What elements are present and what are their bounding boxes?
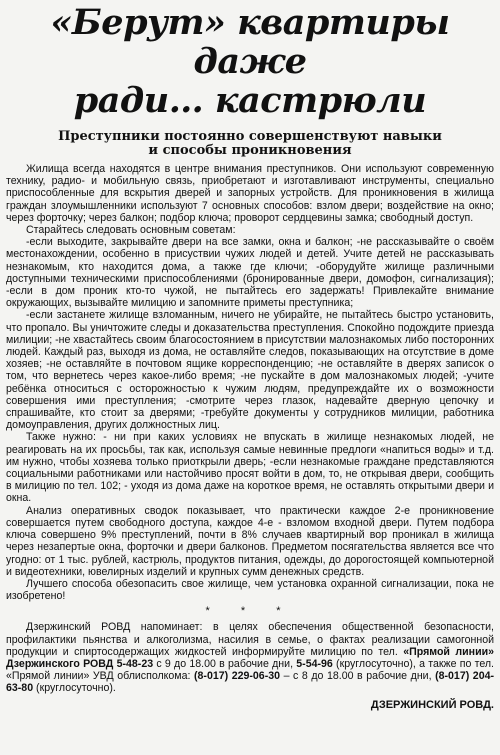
paragraph-advice-1: -если выходите, закрывайте двери на все замки, окна и балкон; -не рассказывайте о своём местонахождении, особенно в присуствии чужих людей и детей. Учите детей не рассказывать незнакомым, кто находится дома, а также где ключи; -оборудуйте жилище различными доступными техническими приспособлениями (бронированные двери, домофон, сигнализация); -если в дом проник кто-то чужой, не пытайтесь его задержать! Привлекайте внимание окружающих, вызывайте милицию и запомните приметы преступника; [6, 236, 494, 310]
phone-4: (8-017) 204-63-80 [6, 670, 495, 695]
paragraph-conclusion: Лучшего способа обезопасить свое жилище, чем установка охранной сигнализации, пока не изобретено! [6, 577, 494, 603]
footer-text-5: (круглосуточно). [33, 682, 116, 695]
article-body [6, 163, 494, 602]
paragraph-advice-heading: Старайтесь следовать основным советам: [26, 224, 236, 237]
subheadline [6, 130, 494, 158]
phone-2: 5-54-96 [296, 657, 333, 670]
separator: * * * [205, 605, 295, 618]
footer-text-2: с 9 до 18.00 в рабочие дни, [153, 657, 297, 670]
footer-text-1: Дзержинский РОВД напоминает: в целях обеспечения общественной безопасности, профилактики пьянства и алкоголизма, насилия в семье, о фактах реализации самогонной продукции и спиртосодержащих жидкостей информируйте милицию по тел. [6, 621, 494, 658]
headline-line-2: ради… кастрюли [73, 80, 427, 121]
phone-3: (8-017) 229-06-30 [194, 670, 281, 683]
hotline-label: «Прямой линии» Дзержинского РОВД 5-48-23 [6, 645, 494, 670]
paragraph-intro: Жилища всегда находятся в центре внимания преступников. Они используют современную технику, радио- и мобильную связь, приобретают и изготавливают инструменты, специально приспособленные для вскрытия дверей и запорных устройств. Для проникновения в жилища граждан злоумышленники используют 7 основных способов: взлом двери; воздействие на окно; через форточку; через балкон; подбор ключа; проворот сердцевины замка; свободный доступ. [6, 163, 494, 224]
paragraph-advice-2: -если застанете жилище взломанным, ничего не убирайте, не пытайтесь быстро установить, что пропало. Вы уничтожите следы и доказательства преступления. Спокойно подождите приезда милиции; -не хвастайтесь своим благосостоянием в присутствии малознакомых либо посторонних людей. Каждый раз, выходя из дома, не оставляйте следов, показывающих на отсутствие в доме хозяев; -не оставляйте в почтовом ящике корреспонденцию; -не оставляйте в дверях записок о том, что вернетесь через какое-либо время; -не пускайте в дом малознакомых людей; -учите ребёнка относиться с осторожностью к чужим людям, предупреждайте их о возможности совершения ими преступления; -смотрите через глазок, надевайте дверную цепочку и спрашивайте, кто стоит за дверями; -требуйте документы у сотрудников милиции, работника домоуправления, других должностных лиц. [6, 309, 494, 432]
paragraph-also-needed: Также нужно: - ни при каких условиях не впускать в жилище незнакомых людей, не реагировать на их просьбы, так как, используя самые невинные предлоги «напиться воды» и т.д. им нужно, чтобы хозяева только приоткрыли дверь; -если незнакомые граждане представляются социальными работниками или настойчиво просят войти в дом, то, не открывая двери, сообщить в милицию по тел. 102; - уходя из дома даже на короткое время, не оставлять открытыми двери и окна. [6, 431, 494, 505]
footer-notice [6, 621, 494, 694]
signature: ДЗЕРЖИНСКИЙ РОВД. [370, 698, 494, 711]
paragraph-analysis: Анализ оперативных сводок показывает, что практически каждое 2-е проникновение совершается путем свободного доступа, каждое 4-е - взломом входной двери. Путем подбора ключа совершено 9% преступлений, почти в 8% случаев квартирный вор проникал в жилища через незапертые окна, форточки и двери балконов. Предметом посягательства является все что угодно: от 1 тыс. рублей, кастрюль, продуктов питания, одежды, до дорогостоящей компьютерной и видеотехники, ювелирных изделий и крупных сумм денежных средств. [6, 504, 494, 578]
subheadline-line-2: и способы проникновения [148, 143, 352, 158]
headline-line-1: «Берут» квартиры даже [50, 2, 450, 82]
headline [6, 3, 494, 120]
footer-text-3: (круглосуточно), а также по тел. «Прямой линии» УВД облисполкома: [6, 657, 494, 683]
footer-text-4: – с 8 до 18.00 в рабочие дни, [280, 670, 436, 683]
subheadline-line-1: Преступники постоянно совершенствуют навыки [58, 129, 442, 144]
